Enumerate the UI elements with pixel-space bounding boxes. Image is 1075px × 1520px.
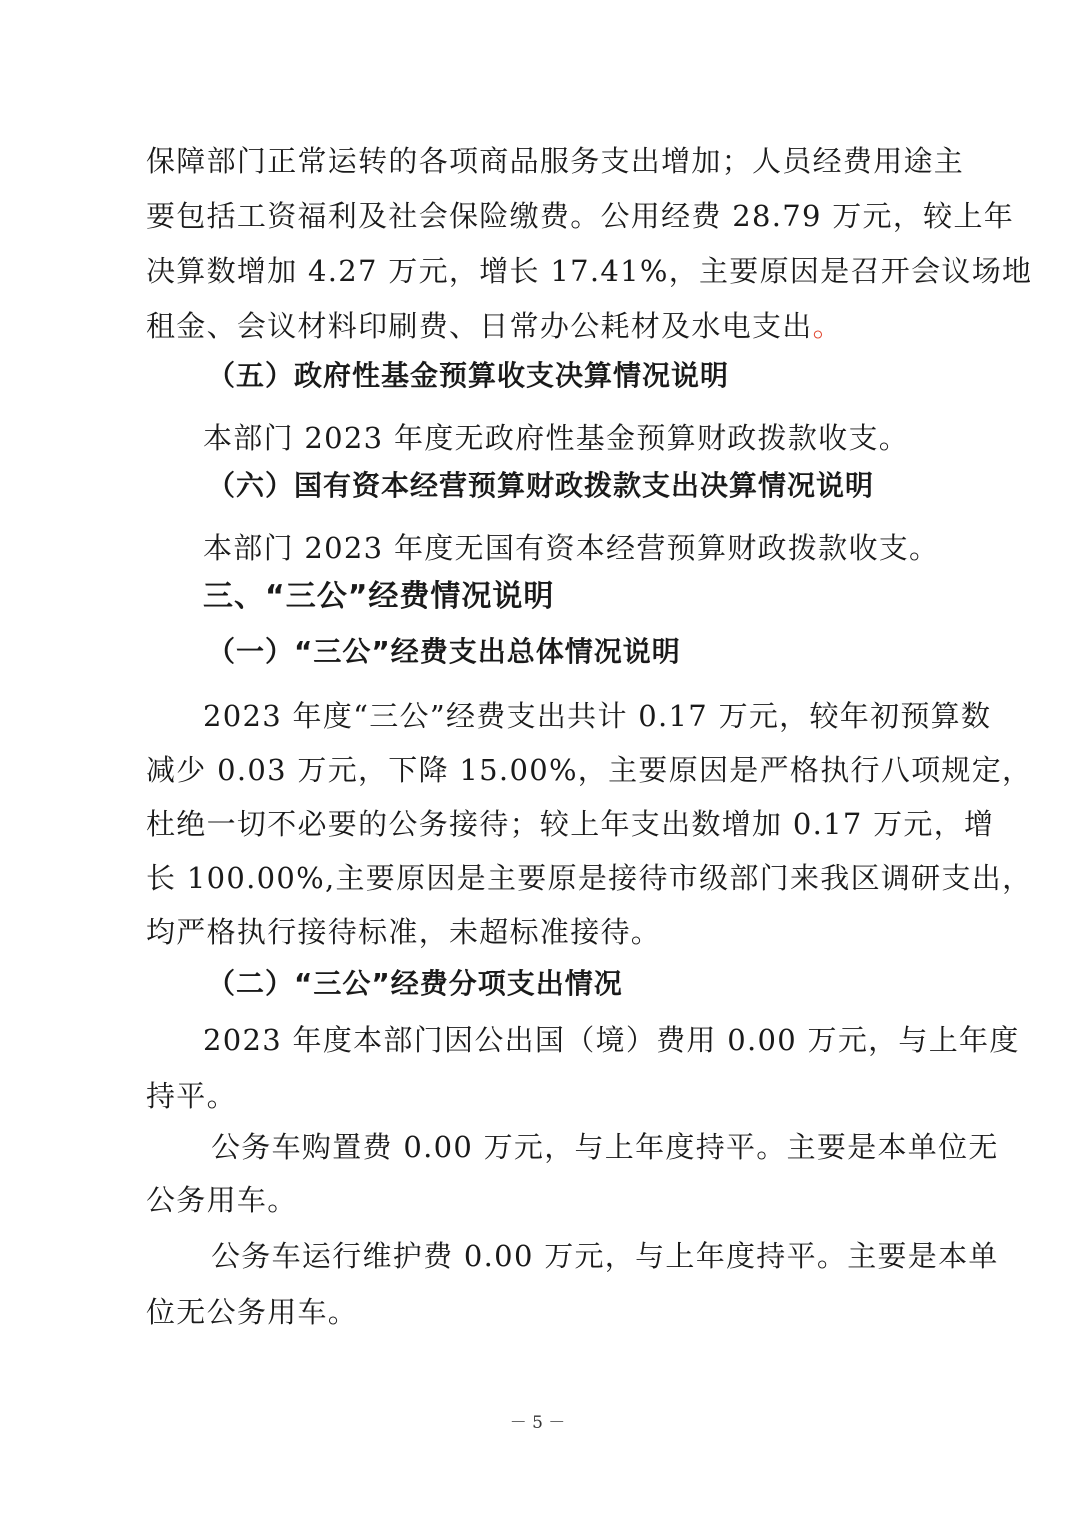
paragraph-line: 杜绝一切不必要的公务接待；较上年支出数增加 0.17 万元，增: [146, 807, 995, 841]
paragraph-line: 要包括工资福利及社会保险缴费。公用经费 28.79 万元，较上年: [146, 199, 1015, 233]
paragraph-line: 均严格执行接待标准，未超标准接待。: [146, 915, 662, 949]
section-heading-three-2: （二）“三公”经费分项支出情况: [207, 967, 623, 1000]
paragraph-line: 减少 0.03 万元，下降 15.00%，主要原因是严格执行八项规定，: [146, 753, 1033, 787]
chapter-heading-three: 三、“三公”经费情况说明: [203, 579, 555, 614]
paragraph-line: 保障部门正常运转的各项商品服务支出增加；人员经费用途主: [146, 144, 965, 178]
paragraph-line: 决算数增加 4.27 万元，增长 17.41%，主要原因是召开会议场地: [146, 254, 1033, 288]
paragraph-line: [146, 306, 843, 346]
paragraph-line: 2023 年度本部门因公出国（境）费用 0.00 万元，与上年度: [203, 1023, 1020, 1057]
paragraph-text: 租金、会议材料印刷费、日常办公耗材及水电支出: [146, 309, 813, 343]
section-heading-5: （五）政府性基金预算收支决算情况说明: [207, 359, 730, 392]
paragraph-line: 本部门 2023 年度无国有资本经营预算财政拨款收支。: [203, 531, 940, 565]
section-heading-6: （六）国有资本经营预算财政拨款支出决算情况说明: [207, 469, 875, 502]
page-number: － 5 －: [509, 1413, 566, 1433]
paragraph-line: 2023 年度“三公”经费支出共计 0.17 万元，较年初预算数: [203, 699, 992, 733]
paragraph-line: 公务车购置费 0.00 万元，与上年度持平。主要是本单位无: [211, 1130, 999, 1164]
paragraph-line: 持平。: [146, 1079, 237, 1113]
paragraph-line: 位无公务用车。: [146, 1295, 359, 1329]
red-period: 。: [812, 309, 843, 343]
paragraph-line: 本部门 2023 年度无政府性基金预算财政拨款收支。: [203, 421, 910, 455]
paragraph-line: 公务车运行维护费 0.00 万元，与上年度持平。主要是本单: [211, 1239, 999, 1273]
section-heading-three-1: （一）“三公”经费支出总体情况说明: [207, 635, 681, 668]
paragraph-line: 公务用车。: [146, 1183, 298, 1217]
paragraph-line: 长 100.00%,主要原因是主要原是接待市级部门来我区调研支出，: [146, 861, 1033, 895]
